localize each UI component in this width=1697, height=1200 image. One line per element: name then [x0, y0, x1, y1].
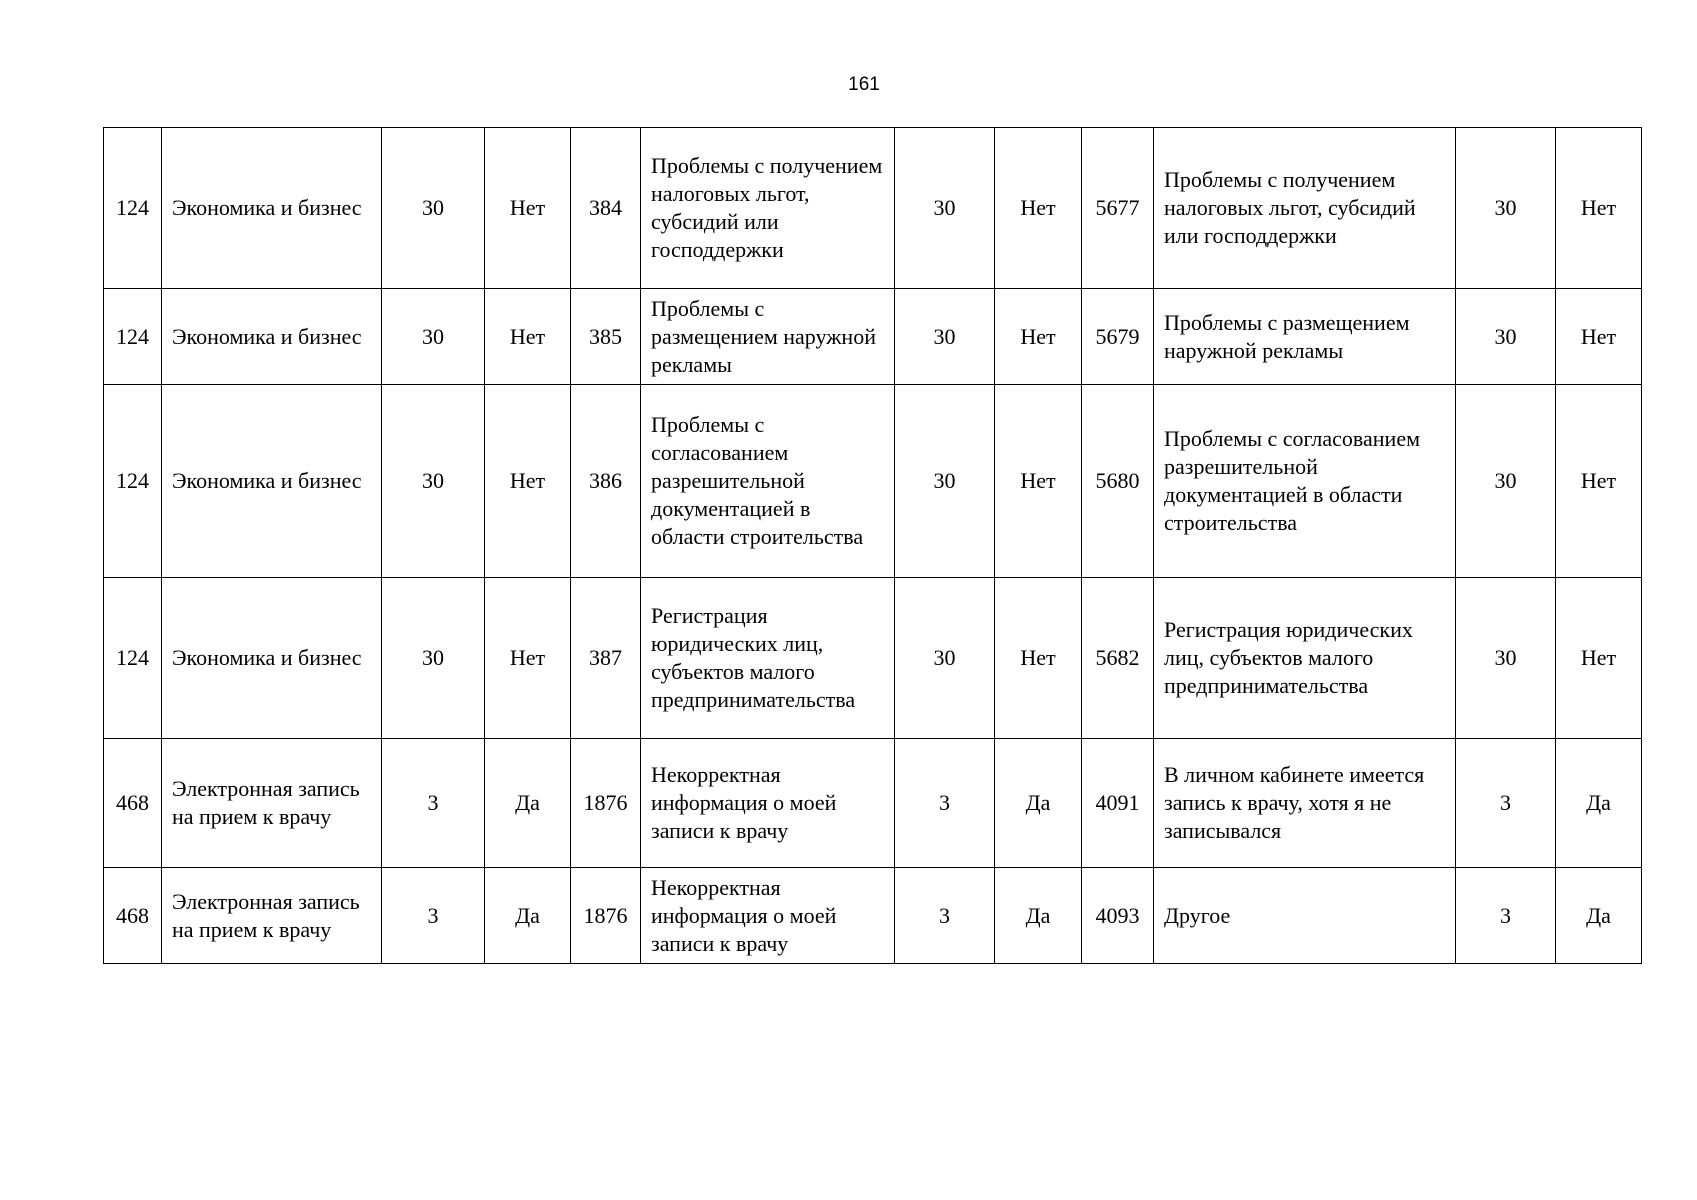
cell-days: 3 — [1456, 868, 1556, 964]
cell-subcategory: Проблемы с согласованием разрешительной документацией в области строительства — [641, 385, 895, 578]
cell-flag: Нет — [995, 128, 1082, 289]
cell-flag: Да — [485, 868, 571, 964]
cell-days: 30 — [895, 289, 995, 385]
cell-days: 3 — [1456, 739, 1556, 868]
cell-topic: Другое — [1154, 868, 1456, 964]
cell-flag: Нет — [1556, 578, 1642, 739]
cell-days: 3 — [895, 739, 995, 868]
cell-flag: Нет — [1556, 385, 1642, 578]
cell-id: 468 — [104, 739, 162, 868]
table-row — [104, 578, 1642, 739]
cell-code: 5682 — [1082, 578, 1154, 739]
cell-code: 4091 — [1082, 739, 1154, 868]
cell-id: 124 — [104, 385, 162, 578]
table-row — [104, 385, 1642, 578]
cell-flag: Нет — [485, 289, 571, 385]
cell-code: 1876 — [571, 739, 641, 868]
cell-flag: Нет — [485, 578, 571, 739]
cell-id: 124 — [104, 289, 162, 385]
cell-id: 468 — [104, 868, 162, 964]
cell-code: 384 — [571, 128, 641, 289]
cell-topic: Проблемы с получением налоговых льгот, субсидий или господдержки — [1154, 128, 1456, 289]
table-row — [104, 868, 1642, 964]
table-row — [104, 128, 1642, 289]
cell-days: 30 — [382, 128, 485, 289]
cell-flag: Нет — [485, 385, 571, 578]
cell-flag: Нет — [995, 385, 1082, 578]
cell-flag: Да — [995, 739, 1082, 868]
table-row — [104, 739, 1642, 868]
cell-days: 3 — [895, 868, 995, 964]
cell-subcategory: Регистрация юридических лиц, субъектов малого предпринимательства — [641, 578, 895, 739]
cell-code: 4093 — [1082, 868, 1154, 964]
table-row — [104, 289, 1642, 385]
cell-days: 30 — [1456, 128, 1556, 289]
cell-days: 30 — [382, 385, 485, 578]
cell-days: 3 — [382, 868, 485, 964]
data-table — [103, 127, 1642, 964]
cell-category: Экономика и бизнес — [162, 385, 382, 578]
cell-code: 386 — [571, 385, 641, 578]
cell-days: 30 — [895, 385, 995, 578]
cell-topic: Проблемы с согласованием разрешительной документацией в области строительства — [1154, 385, 1456, 578]
cell-category: Экономика и бизнес — [162, 128, 382, 289]
cell-code: 387 — [571, 578, 641, 739]
cell-flag: Да — [1556, 868, 1642, 964]
cell-flag: Да — [1556, 739, 1642, 868]
cell-category: Экономика и бизнес — [162, 578, 382, 739]
cell-flag: Да — [485, 739, 571, 868]
cell-category: Экономика и бизнес — [162, 289, 382, 385]
cell-subcategory: Проблемы с размещением наружной рекламы — [641, 289, 895, 385]
cell-topic: Проблемы с размещением наружной рекламы — [1154, 289, 1456, 385]
cell-days: 30 — [1456, 385, 1556, 578]
cell-subcategory: Некорректная информация о моей записи к врачу — [641, 739, 895, 868]
cell-flag: Нет — [485, 128, 571, 289]
cell-days: 30 — [1456, 578, 1556, 739]
cell-days: 3 — [382, 739, 485, 868]
cell-subcategory: Проблемы с получением налоговых льгот, субсидий или господдержки — [641, 128, 895, 289]
cell-flag: Нет — [995, 578, 1082, 739]
cell-flag: Нет — [1556, 289, 1642, 385]
cell-code: 385 — [571, 289, 641, 385]
cell-subcategory: Некорректная информация о моей записи к врачу — [641, 868, 895, 964]
cell-flag: Нет — [995, 289, 1082, 385]
cell-flag: Нет — [1556, 128, 1642, 289]
cell-days: 30 — [382, 289, 485, 385]
cell-days: 30 — [895, 128, 995, 289]
cell-topic: Регистрация юридических лиц, субъектов малого предпринимательства — [1154, 578, 1456, 739]
cell-code: 5677 — [1082, 128, 1154, 289]
cell-code: 5680 — [1082, 385, 1154, 578]
cell-days: 30 — [895, 578, 995, 739]
cell-id: 124 — [104, 578, 162, 739]
page-number: 161 — [848, 74, 880, 95]
cell-code: 1876 — [571, 868, 641, 964]
cell-days: 30 — [1456, 289, 1556, 385]
cell-category: Электронная запись на прием к врачу — [162, 739, 382, 868]
cell-category: Электронная запись на прием к врачу — [162, 868, 382, 964]
cell-code: 5679 — [1082, 289, 1154, 385]
cell-topic: В личном кабинете имеется запись к врачу, хотя я не записывался — [1154, 739, 1456, 868]
cell-days: 30 — [382, 578, 485, 739]
cell-flag: Да — [995, 868, 1082, 964]
cell-id: 124 — [104, 128, 162, 289]
